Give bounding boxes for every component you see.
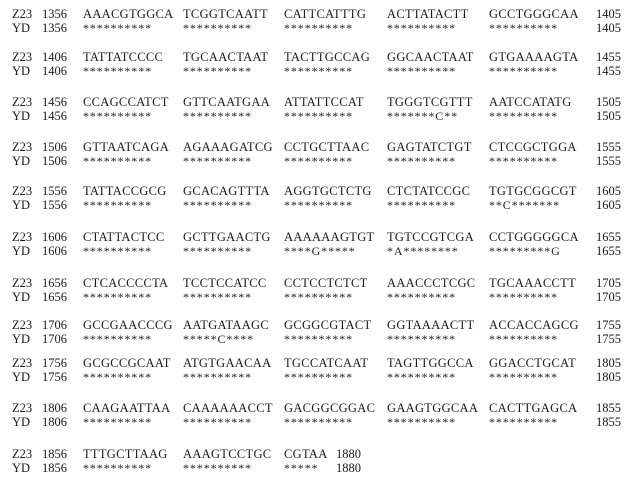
match-segment: ********** xyxy=(183,198,252,212)
end-position: 1705 xyxy=(596,290,621,304)
sequence-segment: CGTAA xyxy=(284,447,328,461)
match-segment: ********** xyxy=(284,198,353,212)
match-segment: ********** xyxy=(284,415,353,429)
z23-sequence-line xyxy=(0,401,637,416)
sequence-segment: CTCACCCCTA xyxy=(83,276,169,290)
alignment-block xyxy=(0,7,637,37)
match-segment: *A******** xyxy=(387,244,459,258)
start-position: 1656 xyxy=(42,276,67,290)
match-segment: ********** xyxy=(284,332,353,346)
sequence-segment: TGTGCGGCGT xyxy=(489,184,577,198)
sequence-segment: TAGTTGGCCA xyxy=(387,356,474,370)
yd-match-line xyxy=(0,332,637,347)
alignment-block xyxy=(0,230,637,260)
sequence-segment: GTGAAAAGTA xyxy=(489,50,579,64)
start-position: 1556 xyxy=(42,198,67,212)
match-segment: ********** xyxy=(183,290,252,304)
sequence-segment: GTTAATCAGA xyxy=(83,140,170,154)
alignment-block xyxy=(0,401,637,431)
match-segment: ********** xyxy=(183,370,252,384)
sequence-segment: GGCAACTAAT xyxy=(387,50,474,64)
match-segment: ********** xyxy=(83,332,152,346)
match-segment: ********** xyxy=(284,154,353,168)
match-segment: ********** xyxy=(284,64,353,78)
sequence-segment: GCCGAACCCG xyxy=(83,318,173,332)
end-position: 1705 xyxy=(596,276,621,290)
end-position: 1855 xyxy=(596,415,621,429)
sequence-name: Z23 xyxy=(12,230,33,244)
match-segment: ********** xyxy=(387,154,456,168)
end-position: 1755 xyxy=(596,318,621,332)
match-segment: ********** xyxy=(387,332,456,346)
match-segment: ********** xyxy=(489,64,558,78)
sequence-segment: TATTACCGCG xyxy=(83,184,167,198)
yd-match-line xyxy=(0,244,637,259)
match-segment: *********G xyxy=(489,244,561,258)
sequence-segment: CAAAAAACCT xyxy=(183,401,273,415)
match-segment: ********** xyxy=(284,109,353,123)
sequence-segment: GGACCTGCAT xyxy=(489,356,577,370)
match-segment: *****C**** xyxy=(183,332,255,346)
alignment-block xyxy=(0,184,637,214)
sequence-segment: GAAGTGGCAA xyxy=(387,401,479,415)
alignment-block xyxy=(0,95,637,125)
match-segment: ********** xyxy=(83,415,152,429)
end-position: 1405 xyxy=(596,7,621,21)
sequence-segment: TGCAAACCTT xyxy=(489,276,577,290)
start-position: 1356 xyxy=(42,7,67,21)
sequence-segment: CATTCATTTG xyxy=(284,7,367,21)
sequence-segment: TCGGTCAATT xyxy=(183,7,268,21)
z23-sequence-line xyxy=(0,7,637,22)
match-segment: ********** xyxy=(83,64,152,78)
end-position: 1505 xyxy=(596,109,621,123)
start-position: 1556 xyxy=(42,184,67,198)
sequence-name: Z23 xyxy=(12,276,33,290)
start-position: 1706 xyxy=(42,332,67,346)
end-position: 1880 xyxy=(336,461,361,475)
match-segment: ********** xyxy=(387,64,456,78)
end-position: 1755 xyxy=(596,332,621,346)
match-segment: ********** xyxy=(83,461,152,475)
sequence-segment: AGAAAGATCG xyxy=(183,140,273,154)
end-position: 1455 xyxy=(596,50,621,64)
z23-sequence-line xyxy=(0,230,637,245)
sequence-segment: CTCTATCCGC xyxy=(387,184,471,198)
sequence-segment: AAAGTCCTGC xyxy=(183,447,272,461)
sequence-segment: TACTTGCCAG xyxy=(284,50,371,64)
match-segment: ********** xyxy=(489,370,558,384)
sequence-segment: GACGGCGGAC xyxy=(284,401,376,415)
z23-sequence-line xyxy=(0,447,637,462)
start-position: 1756 xyxy=(42,370,67,384)
sequence-segment: CCTGCTTAAC xyxy=(284,140,370,154)
start-position: 1606 xyxy=(42,244,67,258)
start-position: 1406 xyxy=(42,64,67,78)
match-segment: ********** xyxy=(387,198,456,212)
match-segment: ********** xyxy=(83,370,152,384)
yd-match-line xyxy=(0,198,637,213)
match-segment: ********** xyxy=(183,461,252,475)
match-segment: ********** xyxy=(387,415,456,429)
sequence-name: Z23 xyxy=(12,318,33,332)
sequence-segment: ATTATTCCAT xyxy=(284,95,364,109)
z23-sequence-line xyxy=(0,184,637,199)
alignment-block xyxy=(0,50,637,80)
match-segment: **C******* xyxy=(489,198,561,212)
match-segment: ********** xyxy=(83,21,152,35)
match-segment: ********** xyxy=(83,109,152,123)
start-position: 1856 xyxy=(42,461,67,475)
end-position: 1805 xyxy=(596,370,621,384)
end-position: 1880 xyxy=(336,447,361,461)
match-segment: ***** xyxy=(284,461,319,475)
sequence-segment: GAGTATCTGT xyxy=(387,140,472,154)
sequence-name: YD xyxy=(12,21,31,35)
sequence-segment: TGCAACTAAT xyxy=(183,50,269,64)
start-position: 1356 xyxy=(42,21,67,35)
alignment-block xyxy=(0,276,637,306)
end-position: 1655 xyxy=(596,230,621,244)
sequence-name: YD xyxy=(12,64,31,78)
sequence-name: YD xyxy=(12,415,31,429)
start-position: 1606 xyxy=(42,230,67,244)
match-segment: ********** xyxy=(387,370,456,384)
match-segment: ********** xyxy=(284,290,353,304)
match-segment: ********** xyxy=(284,21,353,35)
sequence-segment: GCTTGAACTG xyxy=(183,230,271,244)
match-segment: ********** xyxy=(489,290,558,304)
end-position: 1555 xyxy=(596,154,621,168)
sequence-segment: AATGATAAGC xyxy=(183,318,270,332)
start-position: 1656 xyxy=(42,290,67,304)
sequence-name: YD xyxy=(12,461,31,475)
match-segment: *******C** xyxy=(387,109,459,123)
end-position: 1505 xyxy=(596,95,621,109)
z23-sequence-line xyxy=(0,95,637,110)
match-segment: ********** xyxy=(489,332,558,346)
sequence-segment: CTATTACTCC xyxy=(83,230,165,244)
sequence-name: Z23 xyxy=(12,184,33,198)
end-position: 1605 xyxy=(596,198,621,212)
start-position: 1506 xyxy=(42,154,67,168)
sequence-name: YD xyxy=(12,109,31,123)
sequence-name: Z23 xyxy=(12,401,33,415)
start-position: 1706 xyxy=(42,318,67,332)
match-segment: ********** xyxy=(183,415,252,429)
sequence-name: Z23 xyxy=(12,447,33,461)
sequence-name: YD xyxy=(12,154,31,168)
sequence-name: Z23 xyxy=(12,7,33,21)
start-position: 1406 xyxy=(42,50,67,64)
sequence-segment: CCTCCTCTCT xyxy=(284,276,368,290)
sequence-segment: GCACAGTTTA xyxy=(183,184,270,198)
alignment-block xyxy=(0,356,637,386)
match-segment: ********** xyxy=(83,154,152,168)
match-segment: ********** xyxy=(183,21,252,35)
sequence-segment: AAACCCTCGC xyxy=(387,276,476,290)
match-segment: ********** xyxy=(489,415,558,429)
sequence-name: Z23 xyxy=(12,140,33,154)
start-position: 1756 xyxy=(42,356,67,370)
start-position: 1806 xyxy=(42,415,67,429)
match-segment: ********** xyxy=(183,109,252,123)
sequence-segment: CCAGCCATCT xyxy=(83,95,169,109)
yd-match-line xyxy=(0,290,637,305)
sequence-segment: TCCTCCATCC xyxy=(183,276,267,290)
sequence-segment: AAAAAAGTGT xyxy=(284,230,375,244)
start-position: 1456 xyxy=(42,109,67,123)
start-position: 1456 xyxy=(42,95,67,109)
end-position: 1805 xyxy=(596,356,621,370)
yd-match-line xyxy=(0,64,637,79)
yd-match-line xyxy=(0,370,637,385)
sequence-segment: CAAGAATTAA xyxy=(83,401,171,415)
sequence-segment: GCGGCGTACT xyxy=(284,318,372,332)
sequence-segment: AAACGTGGCA xyxy=(83,7,174,21)
match-segment: ********** xyxy=(387,290,456,304)
sequence-segment: CTCCGCTGGA xyxy=(489,140,577,154)
sequence-segment: GGTAAAACTT xyxy=(387,318,475,332)
yd-match-line xyxy=(0,21,637,36)
end-position: 1605 xyxy=(596,184,621,198)
sequence-name: Z23 xyxy=(12,50,33,64)
sequence-segment: GTTCAATGAA xyxy=(183,95,271,109)
sequence-name: Z23 xyxy=(12,356,33,370)
alignment-block xyxy=(0,140,637,170)
sequence-segment: TGCCATCAAT xyxy=(284,356,369,370)
match-segment: ********** xyxy=(83,290,152,304)
sequence-segment: GCGCCGCAAT xyxy=(83,356,171,370)
z23-sequence-line xyxy=(0,276,637,291)
z23-sequence-line xyxy=(0,356,637,371)
sequence-segment: TATTATCCCC xyxy=(83,50,164,64)
end-position: 1655 xyxy=(596,244,621,258)
match-segment: ********** xyxy=(183,64,252,78)
sequence-segment: ATGTGAACAA xyxy=(183,356,272,370)
sequence-segment: CACTTGAGCA xyxy=(489,401,578,415)
sequence-segment: TGTCCGTCGA xyxy=(387,230,475,244)
match-segment: ********** xyxy=(83,198,152,212)
start-position: 1506 xyxy=(42,140,67,154)
end-position: 1455 xyxy=(596,64,621,78)
sequence-segment: TGGGTCGTTT xyxy=(387,95,473,109)
sequence-name: YD xyxy=(12,244,31,258)
sequence-segment: CCTGGGGGCA xyxy=(489,230,579,244)
end-position: 1405 xyxy=(596,21,621,35)
yd-match-line xyxy=(0,461,637,476)
z23-sequence-line xyxy=(0,318,637,333)
sequence-name: Z23 xyxy=(12,95,33,109)
yd-match-line xyxy=(0,109,637,124)
match-segment: ********** xyxy=(489,154,558,168)
start-position: 1806 xyxy=(42,401,67,415)
yd-match-line xyxy=(0,154,637,169)
match-segment: ********** xyxy=(489,109,558,123)
alignment-block xyxy=(0,447,637,477)
match-segment: ********** xyxy=(183,244,252,258)
alignment-block xyxy=(0,318,637,348)
sequence-segment: AGGTGCTCTG xyxy=(284,184,372,198)
z23-sequence-line xyxy=(0,140,637,155)
match-segment: ********** xyxy=(284,370,353,384)
sequence-name: YD xyxy=(12,198,31,212)
yd-match-line xyxy=(0,415,637,430)
sequence-name: YD xyxy=(12,370,31,384)
start-position: 1856 xyxy=(42,447,67,461)
match-segment: ********** xyxy=(183,154,252,168)
sequence-segment: ACTTATACTT xyxy=(387,7,469,21)
sequence-segment: TTTGCTTAAG xyxy=(83,447,168,461)
sequence-name: YD xyxy=(12,290,31,304)
sequence-segment: AATCCATATG xyxy=(489,95,572,109)
match-segment: ********** xyxy=(83,244,152,258)
sequence-segment: GCCTGGGCAA xyxy=(489,7,579,21)
match-segment: ********** xyxy=(387,21,456,35)
end-position: 1855 xyxy=(596,401,621,415)
sequence-segment: ACCACCAGCG xyxy=(489,318,579,332)
match-segment: ****G***** xyxy=(284,244,356,258)
end-position: 1555 xyxy=(596,140,621,154)
z23-sequence-line xyxy=(0,50,637,65)
sequence-name: YD xyxy=(12,332,31,346)
match-segment: ********** xyxy=(489,21,558,35)
